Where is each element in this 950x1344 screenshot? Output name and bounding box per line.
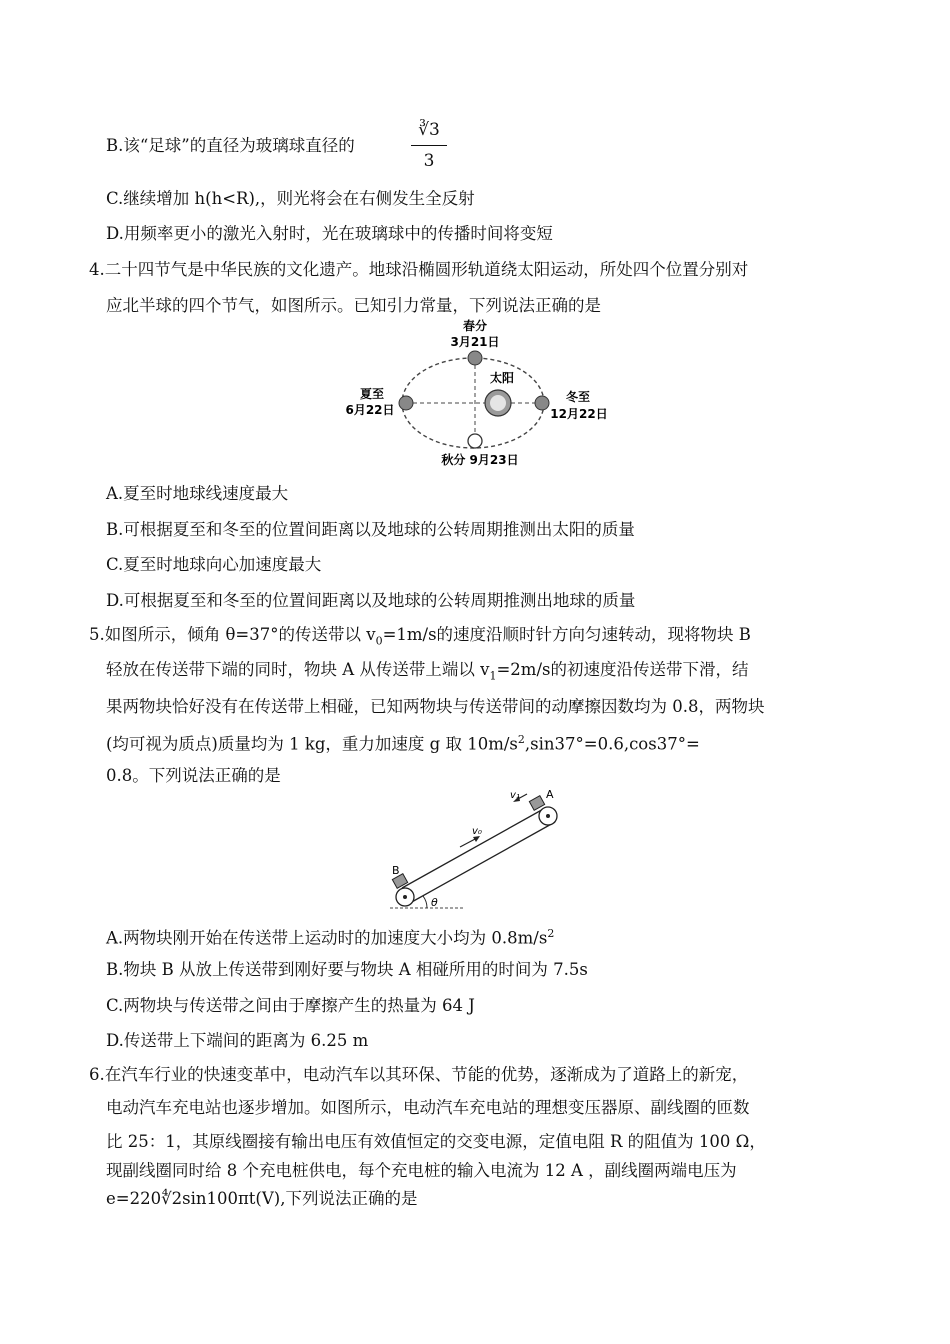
earth-spring-icon bbox=[468, 351, 482, 365]
q5-option-d: D.传送带上下端间的距离为 6.25 m bbox=[106, 1031, 369, 1050]
label-summer: 夏至 bbox=[359, 387, 385, 401]
q5-l1-part1: 5.如图所示，倾角 θ=37°的传送带以 v bbox=[89, 625, 376, 644]
q3-option-b-text: B.该“足球”的直径为玻璃球直径的 bbox=[106, 136, 355, 155]
earth-autumn-icon bbox=[468, 434, 482, 448]
q5-l1-sub: 0 bbox=[375, 634, 383, 648]
label-spring: 春分 bbox=[462, 319, 488, 333]
earth-winter-icon bbox=[535, 396, 549, 410]
label-winter-date: 12月22日 bbox=[550, 407, 608, 421]
q3-option-c: C.继续增加 h(h<R),，则光将会在右侧发生全反射 bbox=[106, 189, 475, 208]
q4-orbit-figure bbox=[330, 318, 620, 474]
q6-stem-line1: 6.在汽车行业的快速变革中，电动汽车以其环保、节能的优势，逐渐成为了道路上的新宠， bbox=[89, 1065, 749, 1084]
q5-l2-part2: =2m/s的初速度沿传送带下滑，结 bbox=[496, 660, 749, 679]
q5-l4-part1: (均可视为质点)质量均为 1 kg，重力加速度 g 取 10m/s bbox=[106, 734, 518, 754]
q5-l2-part1: 轻放在传送带下端的同时，物块 A 从传送带上端以 v bbox=[106, 660, 490, 679]
q5-stem-line3: 果两物块恰好没有在传送带上相碰，已知两物块与传送带间的动摩擦因数均为 0.8，两物块 bbox=[106, 697, 765, 716]
q5-l2-sub: 1 bbox=[489, 669, 497, 683]
label-v1: v₁ bbox=[510, 790, 520, 801]
q4-option-b: B.可根据夏至和冬至的位置间距离以及地球的公转周期推测出太阳的质量 bbox=[106, 520, 635, 539]
q4-option-c: C.夏至时地球向心加速度最大 bbox=[106, 555, 322, 574]
q5-option-a-sup: 2 bbox=[547, 927, 555, 940]
block-a bbox=[529, 796, 544, 811]
label-sun: 太阳 bbox=[489, 371, 515, 385]
label-winter: 冬至 bbox=[565, 390, 591, 404]
label-v0: v₀ bbox=[472, 826, 482, 837]
q6-stem-line5: e=220∜2sin100πt(V),下列说法正确的是 bbox=[106, 1189, 418, 1208]
label-spring-date: 3月21日 bbox=[450, 335, 500, 349]
fraction-numerator: ∛3 bbox=[418, 120, 440, 140]
label-summer-date: 6月22日 bbox=[345, 403, 395, 417]
q4-stem-line1: 4.二十四节气是中华民族的文化遗产。地球沿椭圆形轨道绕太阳运动，所处四个位置分别对 bbox=[89, 260, 749, 279]
q5-stem-line2 bbox=[106, 658, 748, 688]
q5-option-b: B.物块 B 从放上传送带到刚好要与物块 A 相碰所用的时间为 7.5s bbox=[106, 960, 588, 979]
q6-stem-line4: 现副线圈同时给 8 个充电桩供电，每个充电桩的输入电流为 12 A ，副线圈两端电压为 bbox=[106, 1161, 737, 1180]
label-a: A bbox=[546, 790, 554, 801]
lower-pulley-axle bbox=[403, 895, 407, 899]
q5-stem-line4 bbox=[106, 728, 700, 757]
q5-conveyor-figure bbox=[385, 790, 565, 915]
theta-arc bbox=[423, 896, 427, 908]
q3-option-d: D.用频率更小的激光入射时，光在玻璃球中的传播时间将变短 bbox=[106, 224, 553, 243]
belt-upper bbox=[402, 807, 547, 888]
fraction-bar bbox=[411, 145, 447, 146]
q5-option-c: C.两物块与传送带之间由于摩擦产生的热量为 64 J bbox=[106, 996, 475, 1015]
q4-option-d: D.可根据夏至和冬至的位置间距离以及地球的公转周期推测出地球的质量 bbox=[106, 591, 636, 610]
q4-option-a: A.夏至时地球线速度最大 bbox=[106, 484, 289, 503]
q6-stem-line3: 比 25：1，其原线圈接有输出电压有效值恒定的交变电源，定值电阻 R 的阻值为 100 Ω， bbox=[106, 1132, 766, 1151]
q5-option-a-text: A.两物块刚开始在传送带上运动时的加速度大小均为 0.8m/s bbox=[106, 928, 548, 948]
upper-pulley-axle bbox=[546, 814, 550, 818]
label-theta: θ bbox=[431, 896, 438, 909]
fraction-denominator: 3 bbox=[423, 151, 435, 171]
q5-l4-sup: 2 bbox=[517, 733, 525, 746]
q4-stem-line2: 应北半球的四个节气，如图所示。已知引力常量，下列说法正确的是 bbox=[106, 296, 601, 315]
label-autumn: 秋分 9月23日 bbox=[441, 453, 519, 467]
earth-summer-icon bbox=[399, 396, 413, 410]
belt-lower bbox=[410, 822, 555, 903]
q5-option-a bbox=[106, 922, 554, 951]
q3-option-b bbox=[106, 134, 355, 158]
q5-stem-line5: 0.8。下列说法正确的是 bbox=[106, 766, 281, 785]
q5-stem-line1 bbox=[89, 623, 751, 653]
q5-l4-part2: ,sin37°=0.6,cos37°= bbox=[524, 734, 700, 754]
sun-core bbox=[490, 395, 506, 411]
q6-stem-line2: 电动汽车充电站也逐步增加。如图所示，电动汽车充电站的理想变压器原、副线圈的匝数 bbox=[106, 1098, 750, 1117]
q5-l1-part2: =1m/s的速度沿顺时针方向匀速转动，现将物块 B bbox=[382, 625, 751, 644]
q3-option-b-fraction bbox=[411, 117, 447, 174]
label-b: B bbox=[392, 864, 400, 877]
